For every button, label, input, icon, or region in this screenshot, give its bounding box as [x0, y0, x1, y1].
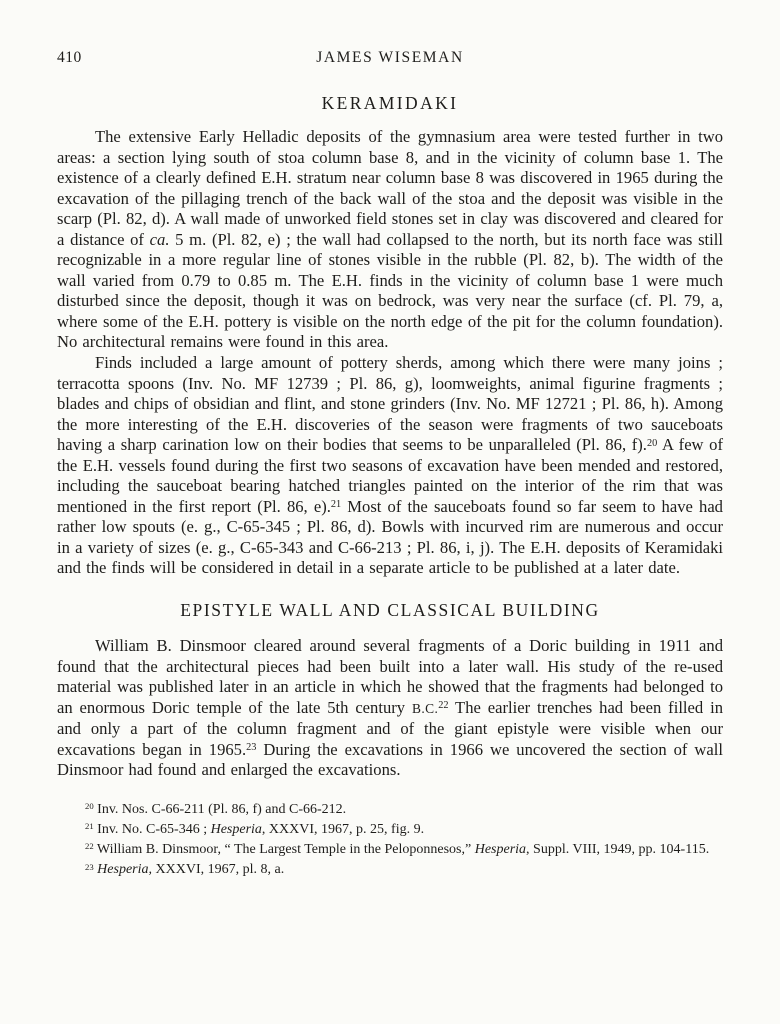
footnote-21: $^{21}$ Inv. No. C-65-346 ; Hesperia, XXXVI, 1967, p. 25, fig. 9. — [85, 821, 425, 838]
section-heading-epistyle: EPISTYLE WALL AND CLASSICAL BUILDING — [180, 600, 600, 621]
running-title: JAMES WISEMAN — [316, 49, 464, 66]
paragraph-epistyle-1: William B. Dinsmoor cleared around several fragments of a Doric building in 1911 and found that the architectural pieces had been built into a later wall. His study of the re-used material was published later in an article in which he showed that the fragments had belonged to an enormous Doric temple of the late 5th century B.C.$^{22}$ The earlier trenches had been filled in and only a part of the column fragment and of the giant epistyle were visible when our excavations began in 1965.23 During the excavations in 1966 we uncovered the section of wall Dinsmoor had found and enlarged the excavations. — [57, 636, 723, 780]
footnotes-block — [57, 800, 723, 881]
paragraph-keramidaki-1: The extensive Early Helladic deposits of the gymnasium area were tested further in two areas: a section lying south of stoa column base 8, and in the vicinity of column base 1. The existence of a clearly defined E.H. stratum near column base 8 was discovered in 1965 during the excavation of the pillaging trench of the back wall of the stoa and the deposit was visible in the scarp (Pl. 82, d). A wall made of unworked field stones set in clay was discovered and cleared for a distance of ca. 5 m. (Pl. 82, e) ; the wall had collapsed to the north, but its north face was still recognizable in a more regular line of stones visible in the rubble (Pl. 82, b). The width of the wall varied from 0.79 to 0.85 m. The E.H. finds in the vicinity of column base 1 were much disturbed since the deposit, though it was on bedrock, was very near the surface (cf. Pl. 79, a, where some of the E.H. pottery is visible on the north edge of the pit for the column foundation). No architectural remains were found in this area. — [57, 127, 723, 352]
section-heading-keramidaki: KERAMIDAKI — [321, 93, 459, 113]
footnote-22: $^{22}$ William B. Dinsmoor, “ The Largest Temple in the Peloponnesos,” Hesperia, Suppl. VIII, 1949, pp. 104-115. — [85, 841, 710, 858]
paragraph-keramidaki-2: Finds included a large amount of pottery sherds, among which there were many joins ; terracotta spoons (Inv. No. MF 12739 ; Pl. 86, g), loomweights, animal figurine fragments ; blades and chips of obsidian and flint, and stone grinders (Inv. No. MF 12721 ; Pl. 86, h). Among the more interesting of the E.H. discoveries of the season were fragments of two sauceboats having a sharp carination low on their bodies that seems to be unparalleled (Pl. 86, f).$^{20}$ A few of the E.H. vessels found during the first two seasons of excavation have been mended and restored, including the sauceboat bearing hatched triangles painted on the interior of the rim that was mentioned in the first report (Pl. 86, e).$^{21}$ Most of the sauceboats found so far seem to have had rather low spouts (e. g., C-65-345 ; Pl. 86, d). Bowls with incurved rim are numerous and occur in a variety of sizes (e. g., C-65-343 and C-66-213 ; Pl. 86, i, j). The E.H. deposits of Keramidaki and the finds will be considered in detail in a separate article to be published at a later date. — [57, 353, 723, 578]
running-header — [57, 49, 723, 68]
page-number: 410 — [57, 49, 82, 66]
footnote-23: $^{23}$ Hesperia, XXXVI, 1967, pl. 8, a. — [85, 861, 285, 878]
footnote-20: $^{20}$ Inv. Nos. C-66-211 (Pl. 86, f) and C-66-212. — [85, 800, 347, 817]
article-body — [57, 93, 723, 881]
